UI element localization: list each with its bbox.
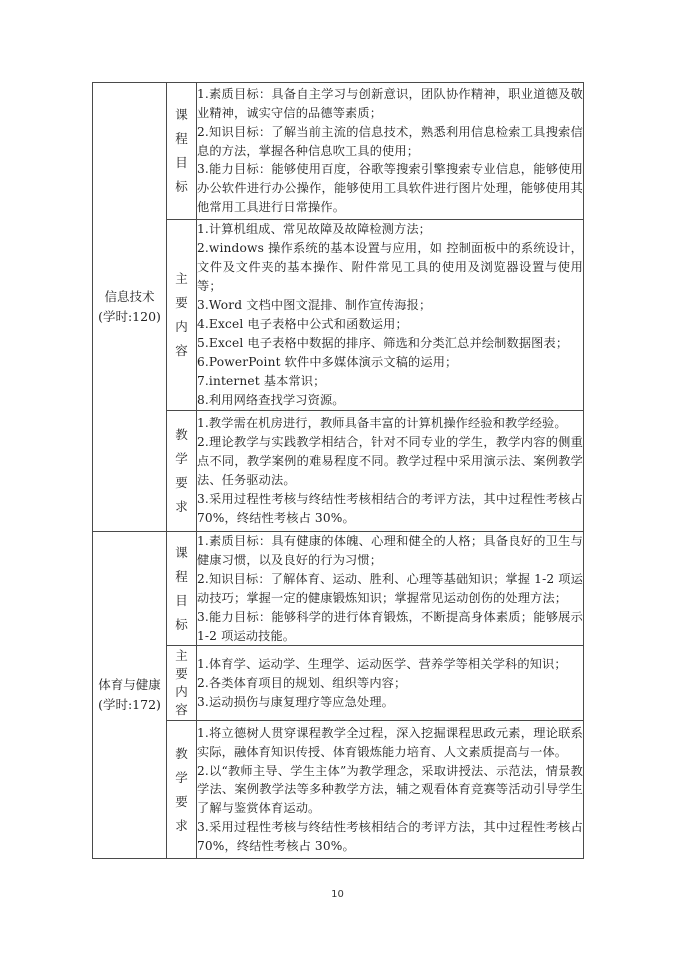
- content-line: 1.计算机组成、常见故障及故障检测方法；: [197, 222, 432, 237]
- section-label: [167, 532, 197, 646]
- section-label: [167, 220, 197, 411]
- section-label-char: 教: [175, 427, 188, 442]
- section-label-char: 程: [175, 131, 188, 146]
- content-line: 3.采用过程性考核与终结性考核相结合的考评方法，其中过程性考核占70%，终结性考核占 30%。: [197, 820, 583, 854]
- content-line: 2.知识目标：了解当前主流的信息技术，熟悉利用信息检索工具搜索信息的方法，掌握各种信息吹工具的使用；: [197, 124, 583, 158]
- table-row: [93, 411, 584, 532]
- section-label-char: 标: [175, 616, 188, 632]
- section-label: [167, 411, 197, 532]
- content-line: 3.运动损伤与康复理疗等应急处理。: [197, 694, 394, 709]
- content-line: 3.Word 文档中图文混排、制作宣传海报；: [197, 298, 432, 313]
- section-content: [197, 721, 584, 859]
- content-line: 1.将立德树人贯穿课程教学全过程，深入挖掘课程思政元素，理论联系实际，融体育知识传授、体育锻炼能力培育、人文素质提高与一体。: [197, 725, 583, 759]
- section-label-char: 主: [175, 271, 188, 286]
- section-content: [197, 646, 584, 721]
- section-label-char: 内: [175, 319, 188, 334]
- page-number: 10: [331, 889, 344, 900]
- content-line: 2.以“教师主导、学生主体”为教学理念，采取讲授法、示范法，情景教学法、案例教学法等多种教学方法，辅之观看体育竞赛等活动引导学生了解与鉴赏体育运动。: [197, 763, 583, 816]
- section-label-char: 程: [175, 568, 188, 584]
- section-label-char: 目: [175, 592, 188, 608]
- course-table: [92, 82, 584, 859]
- section-label-char: 学: [175, 451, 188, 466]
- content-line: 5.Excel 电子表格中数据的排序、筛选和分类汇总并绘制数据图表；: [197, 335, 569, 350]
- section-content: [197, 83, 584, 220]
- section-label-char: 求: [175, 499, 188, 514]
- content-line: 3.能力目标：能够科学的进行体育锻炼，不断提高身体素质；能够展示1-2 项运动技能。: [197, 609, 583, 643]
- table-row: [93, 532, 584, 646]
- section-content: [197, 411, 584, 532]
- table-row: [93, 83, 584, 220]
- section-label-char: 主: [175, 648, 188, 664]
- section-label-char: 容: [175, 343, 188, 358]
- content-line: 1.素质目标：具有健康的体魄、心理和健全的人格；具备良好的卫生与健康习惯，以及良好的行为习惯；: [197, 534, 583, 567]
- content-line: 1.教学需在机房进行，教师具备丰富的计算机操作经验和教学经验。: [197, 416, 567, 431]
- content-line: 2.windows 操作系统的基本设置与应用，如 控制面板中的系统设计，文件及文件夹的基本操作、附件常见工具的使用及浏览器设置与使用等；: [197, 241, 583, 294]
- content-line: 7.internet 基本常识；: [197, 373, 326, 388]
- section-label: [167, 721, 197, 859]
- content-line: 2.知识目标：了解体育、运动、胜利、心理等基础知识；掌握 1-2 项运动技巧；掌握一定的健康锻炼知识；掌握常见运动创伤的处理方法；: [197, 571, 583, 605]
- content-line: 3.能力目标：能够使用百度，谷歌等搜索引擎搜索专业信息，能够使用办公软件进行办公操作，能够使用工具软件进行图片处理，能够使用其他常用工具进行日常操作。: [197, 162, 583, 215]
- section-label-char: 容: [175, 702, 188, 718]
- course-name-cell: [93, 83, 167, 532]
- course-name: 体育与健康: [98, 677, 161, 693]
- section-label-char: 求: [175, 817, 188, 833]
- section-label: [167, 83, 197, 220]
- section-label-char: 要: [175, 793, 188, 809]
- section-label-char: 教: [175, 745, 188, 761]
- content-line: 1.体育学、运动学、生理学、运动医学、营养学等相关学科的知识；: [197, 657, 567, 672]
- section-label: [167, 646, 197, 721]
- course-hours: (学时:172): [98, 697, 161, 713]
- course-name: 信息技术: [104, 289, 155, 304]
- content-line: 1.素质目标：具备自主学习与创新意识，团队协作精神，职业道德及敬业精神，诚实守信的品德等素质；: [197, 86, 583, 120]
- section-content: [197, 532, 584, 646]
- content-line: 2.理论教学与实践教学相结合，针对不同专业的学生，教学内容的侧重点不同，教学案例的难易程度不同。教学过程中采用演示法、案例教学法、任务驱动法。: [197, 435, 583, 487]
- course-name-cell: [93, 532, 167, 859]
- content-line: 6.PowerPoint 软件中多媒体演示文稿的运用；: [197, 354, 458, 369]
- section-label-char: 课: [175, 544, 188, 560]
- content-line: 8.利用网络查找学习资源。: [197, 392, 345, 407]
- section-label-char: 课: [175, 107, 188, 122]
- section-label-char: 要: [175, 666, 188, 682]
- table-row: [93, 646, 584, 721]
- content-line: 2.各类体育项目的规划、组织等内容；: [197, 675, 407, 690]
- content-line: 3.采用过程性考核与终结性考核相结合的考评方法，其中过程性考核占70%，终结性考核占 30%。: [197, 491, 583, 525]
- section-label-char: 目: [175, 155, 188, 170]
- content-line: 4.Excel 电子表格中公式和函数运用；: [197, 317, 408, 331]
- section-label-char: 要: [175, 295, 188, 310]
- section-label-char: 要: [175, 475, 188, 490]
- section-label-char: 标: [175, 179, 188, 194]
- section-content: [197, 220, 584, 411]
- section-label-char: 学: [175, 769, 188, 785]
- section-label-char: 内: [175, 684, 188, 700]
- table-row: [93, 220, 584, 411]
- course-hours: (学时:120): [98, 309, 161, 324]
- table-row: [93, 721, 584, 859]
